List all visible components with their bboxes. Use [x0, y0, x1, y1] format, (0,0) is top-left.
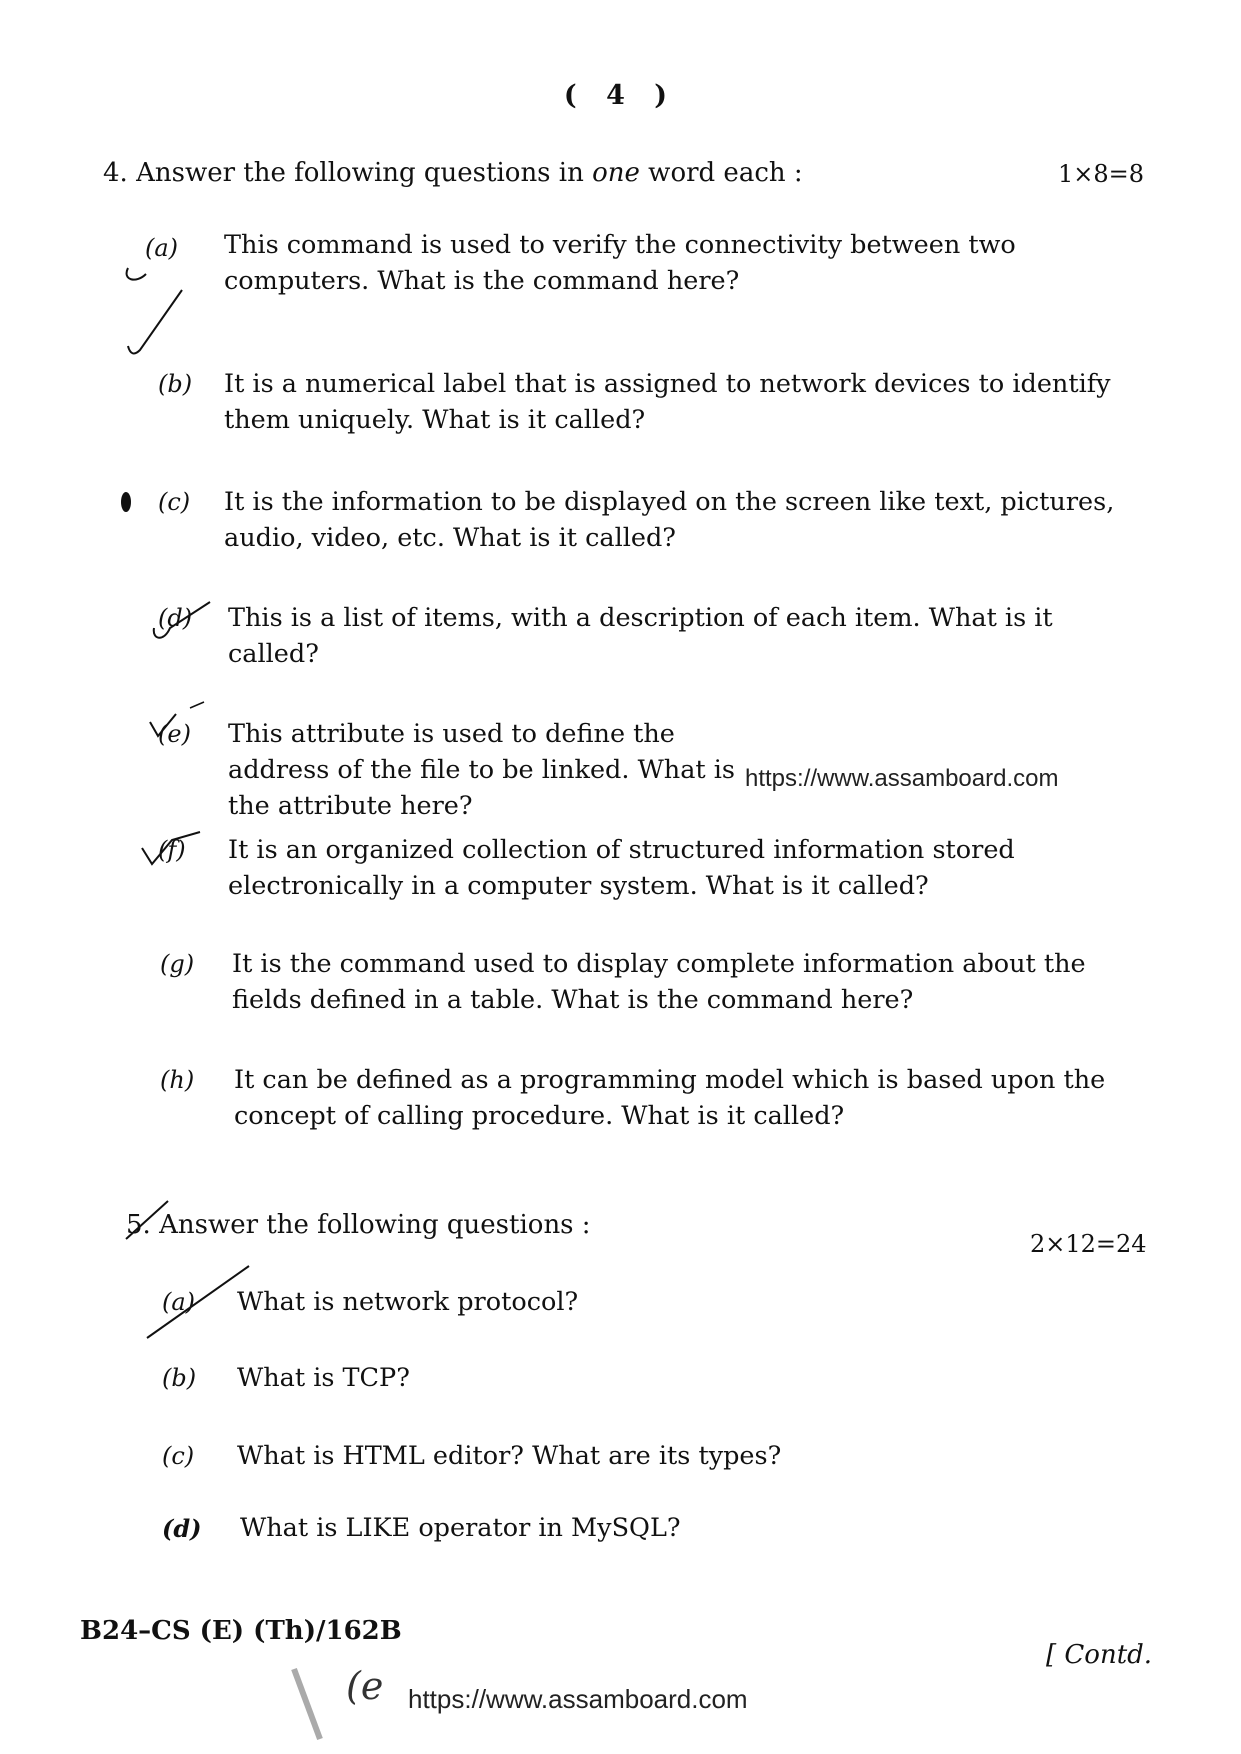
question-4d-label: (d) — [158, 604, 193, 632]
handwritten-tick-icon — [138, 830, 218, 880]
question-5c-text: What is HTML editor? What are its types? — [237, 1441, 782, 1471]
question-4-heading — [103, 158, 803, 188]
item-label: (a) — [145, 234, 179, 262]
question-4h-text: It can be defined as a programming model which is based upon the concept of calling procedure. What is it called? — [234, 1065, 1106, 1131]
question-4g-label: (g) — [160, 950, 195, 978]
handwritten-e-mark: (e — [346, 1664, 384, 1708]
question-4b-label: (b) — [158, 370, 193, 398]
scan-smudge-icon — [290, 1665, 330, 1745]
ink-blot-icon — [118, 490, 138, 520]
question-4b-text: It is a numerical label that is assigned to network devices to identify them uniquely. What is it called? — [224, 369, 1111, 435]
question-4f-text: It is an organized collection of structured information stored electronically in a computer system. What is it called? — [228, 835, 1015, 901]
question-4f-label: (f) — [158, 836, 186, 864]
question-5d-label: (d) — [162, 1514, 202, 1543]
handwritten-slash-icon — [122, 1195, 182, 1245]
question-5c-label: (c) — [162, 1442, 195, 1470]
paper-code: B24–CS (E) (Th)/162B — [80, 1616, 402, 1646]
question-4-number: 4. — [103, 158, 128, 188]
question-4a-text: This command is used to verify the connectivity between two computers. What is the command here? — [224, 230, 1016, 296]
handwritten-tick-icon — [148, 598, 218, 648]
question-4-heading-emphasis: one — [592, 158, 640, 188]
question-5-heading — [126, 1210, 591, 1240]
question-4d-text: This is a list of items, with a description of each item. What is it called? — [228, 603, 1053, 669]
question-5b-text: What is TCP? — [237, 1363, 410, 1393]
page-number: ( 4 ) — [563, 80, 678, 111]
question-4e-text: This attribute is used to define the address of the file to be linked. What is the attribute here? — [228, 719, 735, 821]
handwritten-tick-icon — [120, 250, 200, 370]
question-5a-text: What is network protocol? — [237, 1287, 579, 1317]
question-5-marks: 2×12=24 — [1030, 1230, 1147, 1258]
question-5-heading-text: Answer the following questions : — [159, 1210, 591, 1240]
watermark-url-footer: https://www.assamboard.com — [408, 1684, 748, 1714]
question-4-marks: 1×8=8 — [1058, 160, 1145, 188]
question-5-number: 5. — [126, 1210, 151, 1240]
question-5a-label: (a) — [162, 1288, 196, 1316]
question-4h-label: (h) — [160, 1066, 195, 1094]
question-5d-text: What is LIKE operator in MySQL? — [240, 1513, 681, 1543]
continued-marker: [ Contd. — [1046, 1640, 1153, 1670]
question-4c-text: It is the information to be displayed on the screen like text, pictures, audio, video, etc. What is it called? — [224, 487, 1115, 553]
question-4c-label: (c) — [158, 488, 191, 516]
question-4e-label: (e) — [158, 720, 191, 748]
handwritten-slash-icon — [145, 1262, 255, 1342]
question-4-heading-pre: Answer the following questions in — [136, 158, 593, 188]
watermark-url-inline: https://www.assamboard.com — [745, 765, 1059, 792]
question-4-heading-post: word each : — [639, 158, 803, 188]
handwritten-tick-icon — [146, 700, 216, 750]
question-5b-label: (b) — [162, 1364, 197, 1392]
question-4g-text: It is the command used to display complete information about the fields defined in a table. What is the command here? — [232, 949, 1086, 1015]
